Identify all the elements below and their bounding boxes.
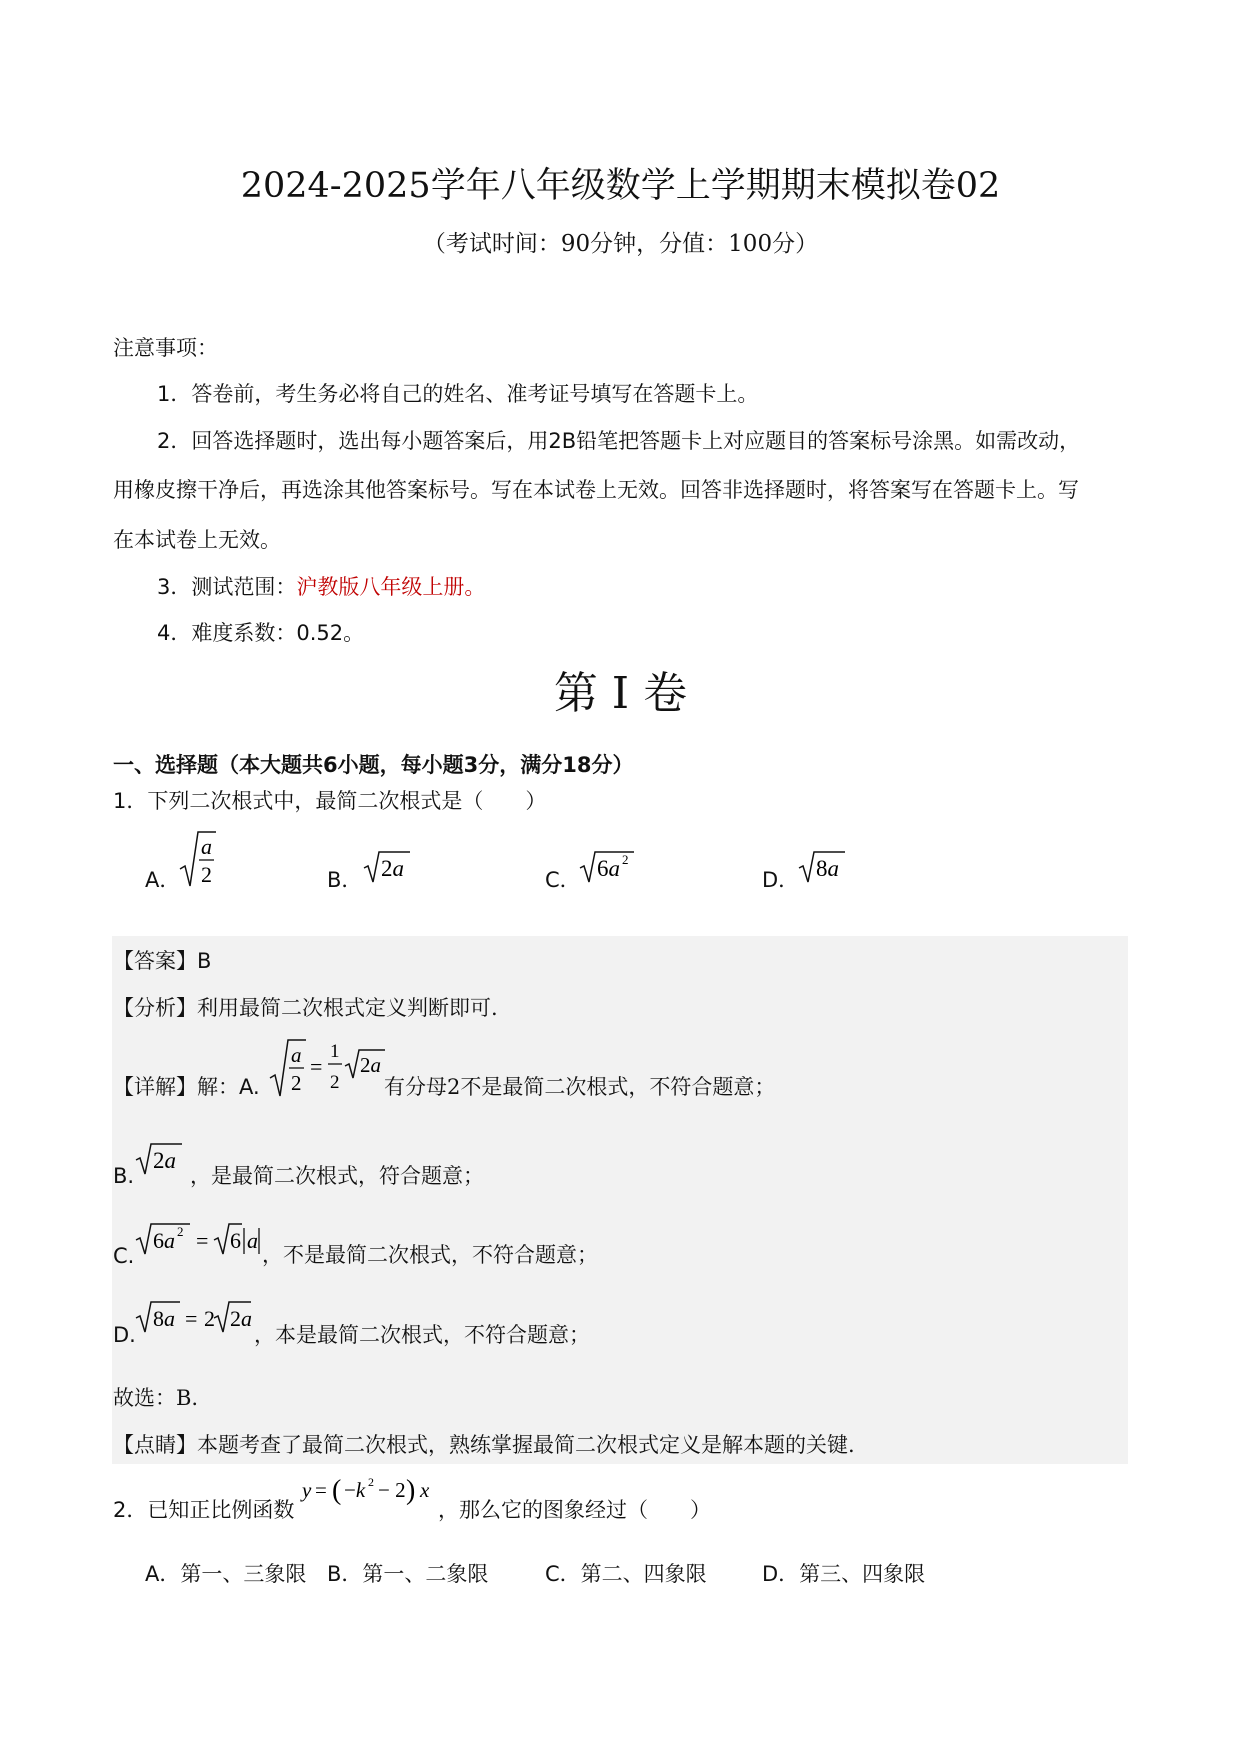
svg-text:8a: 8a [816,856,839,881]
q2-option-c: C．第二、四象限 [545,1562,707,1586]
svg-text:(: ( [332,1475,342,1506]
analysis-line [113,992,498,1022]
comment-label: 【点睛】 [113,1433,197,1457]
analysis-label: 【分析】 [113,996,197,1020]
svg-text:y: y [302,1478,312,1502]
detail-label: 【详解】 [113,1075,197,1099]
detail-c-prefix: C. [113,1244,135,1268]
comment-text: 本题考查了最简二次根式，熟练掌握最简二次根式定义是解本题的关键. [197,1433,855,1457]
question-1-stem: 1．下列二次根式中，最简二次根式是（ ） [113,789,547,813]
svg-text:x: x [420,1478,430,1502]
svg-text:=: = [310,1054,323,1079]
svg-text:2: 2 [204,1306,215,1331]
svg-text:−k: −k [344,1478,366,1502]
q2-option-d: D．第三、四象限 [762,1562,926,1586]
svg-text:2a: 2a [360,1053,381,1077]
svg-text:1: 1 [330,1041,340,1062]
svg-text:=: = [315,1478,327,1502]
choice-line: 故选：B. [113,1386,199,1410]
svg-text:2a: 2a [153,1148,176,1173]
q1-option-a-formula [178,824,218,894]
svg-text:a: a [291,1043,302,1067]
q2-option-b: B．第一、二象限 [327,1562,489,1586]
svg-text:a: a [201,834,212,859]
svg-text:=: = [196,1228,209,1253]
svg-text:2a: 2a [230,1306,252,1331]
notice-item-2-line-2: 用橡皮擦干净后，再选涂其他答案标号。写在本试卷上无效。回答非选择题时，将答案写在答题卡上。写 [113,478,1079,502]
notice-item-3 [157,571,485,601]
q1-option-a-label: A． [145,868,181,892]
q2-option-a: A．第一、三象限 [145,1562,307,1586]
answer-line [113,945,211,975]
question-2-stem-prefix: 2．已知正比例函数 [113,1498,295,1522]
svg-text:2: 2 [368,1475,374,1489]
q1-option-d-label: D． [762,868,800,892]
svg-text:2a: 2a [381,856,404,881]
exam-info: （考试时间：90分钟，分值：100分） [422,231,819,257]
svg-text:a: a [247,1228,258,1253]
test-scope: 沪教版八年级上册。 [296,575,486,599]
svg-text:2: 2 [177,1224,184,1239]
detail-line [113,1071,260,1101]
svg-text:8a: 8a [153,1306,175,1331]
svg-text:6a: 6a [597,856,620,881]
svg-text:− 2: − 2 [378,1478,406,1502]
question-2-stem-suffix: ，那么它的图象经过（ ） [438,1498,711,1522]
detail-b-formula [134,1140,186,1180]
svg-text:=: = [185,1306,198,1331]
detail-a-text: 有分母2不是最简二次根式，不符合题意； [384,1075,776,1099]
detail-d-text: ，本是最简二次根式，不符合题意； [254,1323,590,1347]
q1-option-d-formula [797,848,847,888]
svg-text:): ) [406,1475,416,1506]
notice-item-3-label: 3．测试范围： [157,575,297,599]
detail-a-formula [268,1032,386,1104]
page-title: 2024-2025学年八年级数学上学期期末模拟卷02 [240,166,1001,206]
q1-option-b-label: B． [327,868,363,892]
detail-d-formula [134,1298,252,1338]
part-title: 第 I 卷 [553,668,688,719]
analysis-text: 利用最简二次根式定义判断即可. [197,996,498,1020]
detail-prefix: 解：A. [197,1075,260,1099]
question-2-function-formula [300,1470,436,1510]
section-heading: 一、选择题（本大题共6小题，每小题3分，满分18分） [113,753,634,777]
notice-item-2-line-1: 2．回答选择题时，选出每小题答案后，用2B铅笔把答题卡上对应题目的答案标号涂黑。如需改动， [157,429,1081,453]
notice-item-2-line-3: 在本试卷上无效。 [113,528,281,552]
detail-c-text: ，不是最简二次根式，不符合题意； [262,1243,598,1267]
answer-value: B [197,949,212,973]
notice-item-1: 1．答卷前，考生务必将自己的姓名、准考证号填写在答题卡上。 [157,382,759,406]
svg-text:2: 2 [330,1072,340,1093]
svg-text:6: 6 [230,1228,241,1253]
svg-text:2: 2 [622,852,629,867]
svg-text:6a: 6a [153,1228,175,1253]
comment-line [113,1429,855,1459]
detail-b-text: ，是最简二次根式，符合题意； [190,1164,484,1188]
detail-c-formula [134,1218,262,1260]
q1-option-c-label: C． [545,868,581,892]
q1-option-b-formula [362,848,412,888]
detail-d-prefix: D. [113,1323,136,1347]
svg-text:2: 2 [291,1071,302,1095]
answer-label: 【答案】 [113,949,197,973]
svg-text:2: 2 [201,862,212,887]
notice-item-4: 4．难度系数：0.52。 [157,621,365,645]
q1-option-c-formula [578,846,638,888]
detail-b-prefix: B. [113,1164,135,1188]
notice-heading: 注意事项： [113,336,218,360]
